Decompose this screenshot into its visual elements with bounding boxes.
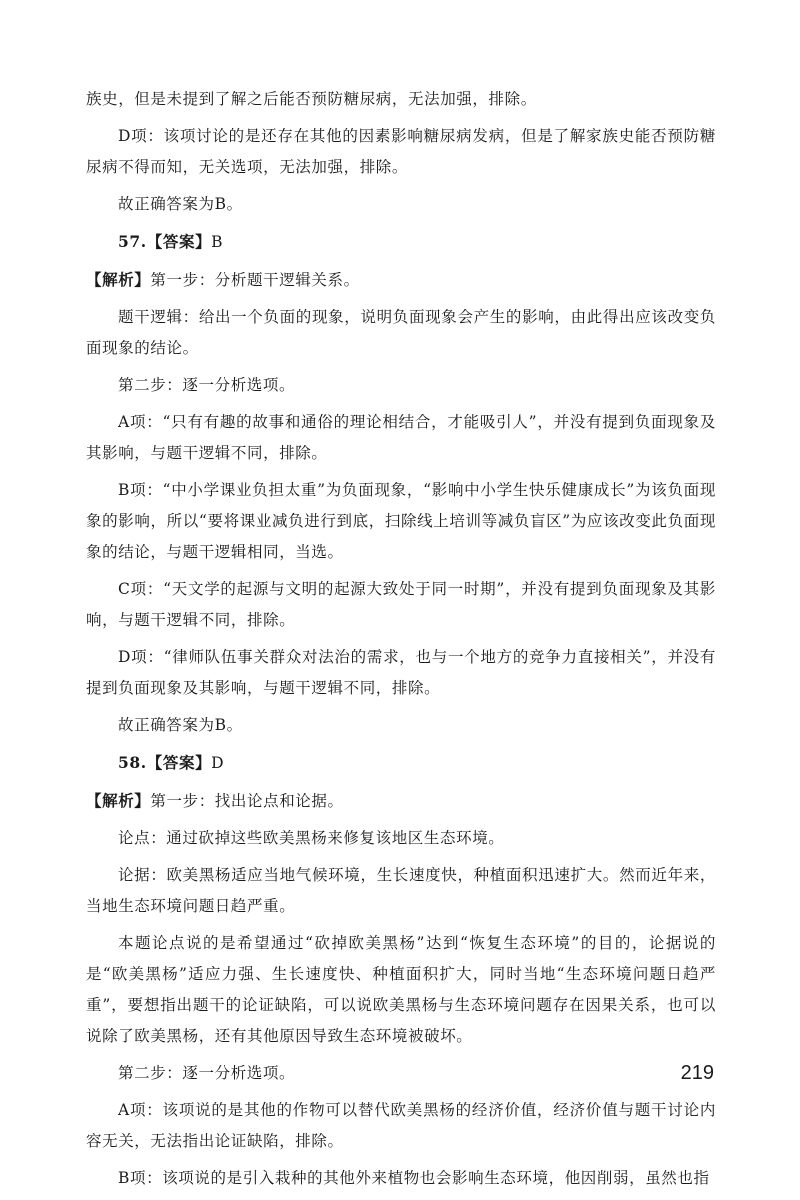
paragraph: B项：“中小学课业负担太重”为负面现象，“影响中小学生快乐健康成长”为该负面现象的影响，所以“要将课业减负进行到底，扫除线上培训等减负盲区”为应该改变此负面现象的结论，与题干逻辑相同，当选。 xyxy=(86,481,716,561)
paragraph: 题干逻辑：给出一个负面的现象，说明负面现象会产生的影响，由此得出应该改变负面现象的结论。 xyxy=(86,308,716,357)
paragraph: 本题论点说的是希望通过“砍掉欧美黑杨”达到“恢复生态环境”的目的，论据说的是“欧美黑杨”适应力强、生长速度快、种植面积扩大，同时当地“生态环境问题日趋严重”，要想指出题干的论证缺陷，可以说欧美黑杨与生态环境问题存在因果关系，也可以说除了欧美黑杨，还有其他原因导致生态环境被破坏。 xyxy=(86,934,716,1045)
paragraph: 论点：通过砍掉这些欧美黑杨来修复该地区生态环境。 xyxy=(118,829,505,847)
answer-heading: 57.【答案】B xyxy=(118,232,224,251)
paragraph: D项：该项讨论的是还存在其他的因素影响糖尿病发病，但是了解家族史能否预防糖尿病不得而知，无关选项，无法加强，排除。 xyxy=(86,127,716,176)
paragraph: B项：该项说的是引入栽种的其他外来植物也会影响生态环境，他因削弱，虽然也指 xyxy=(118,1169,710,1187)
analysis-heading: 【解析】第一步：分析题干逻辑关系。 xyxy=(86,270,360,289)
paragraph: A项：“只有有趣的故事和通俗的理论相结合，才能吸引人”，并没有提到负面现象及其影响，与题干逻辑不同，排除。 xyxy=(86,413,716,462)
paragraph: 论据：欧美黑杨适应当地气候环境，生长速度快，种植面积迅速扩大。然而近年来，当地生态环境问题日趋严重。 xyxy=(86,866,716,915)
page-body xyxy=(86,84,716,1200)
page-number: 219 xyxy=(680,1062,714,1084)
paragraph: 故正确答案为B。 xyxy=(118,716,243,734)
paragraph: 族史，但是未提到了解之后能否预防糖尿病，无法加强，排除。 xyxy=(86,90,537,108)
paragraph: D项：“律师队伍事关群众对法治的需求，也与一个地方的竞争力直接相关”，并没有提到负面现象及其影响，与题干逻辑不同，排除。 xyxy=(86,648,716,697)
analysis-heading: 【解析】第一步：找出论点和论据。 xyxy=(86,791,344,810)
paragraph: 故正确答案为B。 xyxy=(118,195,243,213)
paragraph: 第二步：逐一分析选项。 xyxy=(118,1064,296,1082)
paragraph: A项：该项说的是其他的作物可以替代欧美黑杨的经济价值，经济价值与题干讨论内容无关，无法指出论证缺陷，排除。 xyxy=(86,1101,716,1150)
answer-heading: 58.【答案】D xyxy=(118,753,225,772)
paragraph: 第二步：逐一分析选项。 xyxy=(118,376,296,394)
paragraph: C项：“天文学的起源与文明的起源大致处于同一时期”，并没有提到负面现象及其影响，与题干逻辑不同，排除。 xyxy=(86,580,716,629)
